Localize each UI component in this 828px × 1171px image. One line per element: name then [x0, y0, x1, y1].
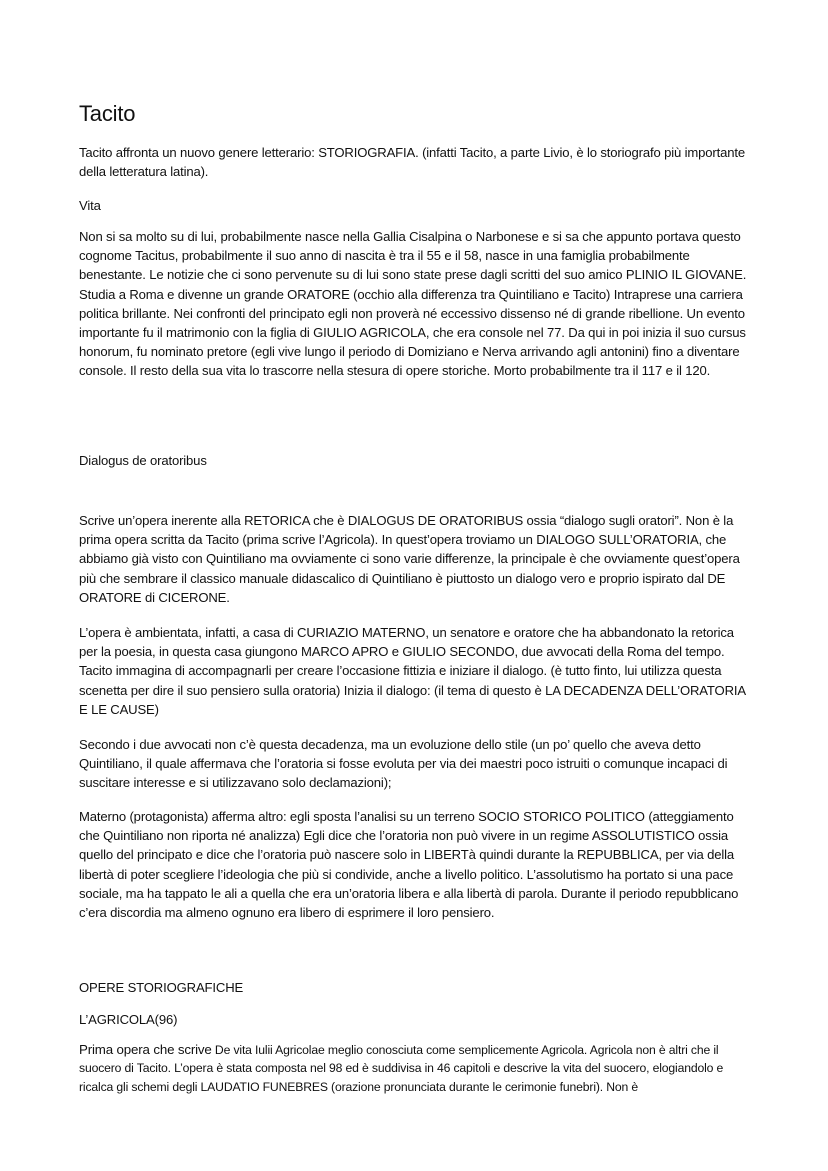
- dialogus-paragraph-4: Materno (protagonista) afferma altro: egli sposta l’analisi su un terreno SOCIO STORICO POLITICO (atteggiamento che Quintiliano non riporta né analizza) Egli dice che l’oratoria non può vivere in un regime ASSOLUTISTICO ossia quello del principato e dice che l’oratoria può nascere solo in LIBERTà quindi durante la REPUBBLICA, per via della libertà di poter scegliere l’ideologia che più si condivide, anche a livello politico. L’assolutismo ha portato si una pace sociale, ma ha tappato le ali a quella che era un’oratoria libera e alla libertà di parola. Durante il periodo repubblicano c’era discordia ma almeno ognuno era libero di esprimere il loro pensiero.: [79, 809, 739, 921]
- dialogus-paragraph-1: Scrive un’opera inerente alla RETORICA che è DIALOGUS DE ORATORIBUS ossia “dialogo sugli oratori”. Non è la prima opera scritta da Tacito (prima scrive l’Agricola). In quest’opera troviamo un DIALOGO SULL’ORATORIA, che abbiamo già visto con Quintiliano ma ovviamente ci sono varie differenze, la principale è che ovviamente quest’opera più che sembrare il classico manuale didascalico di Quintiliano è piuttosto un dialogo vero e proprio ispirato dal DE ORATORE di CICERONE.: [79, 513, 740, 605]
- subheading-agricola: L’AGRICOLA(96): [79, 1012, 178, 1027]
- intro-paragraph: Tacito affronta un nuovo genere letterario: STORIOGRAFIA. (infatti Tacito, a parte Livio, è lo storiografo più importante della letteratura latina).: [79, 145, 745, 180]
- agricola-paragraph: [79, 1041, 751, 1096]
- section-heading-dialogus: Dialogus de oratoribus: [79, 453, 207, 468]
- dialogus-paragraph-3: Secondo i due avvocati non c’è questa decadenza, ma un evoluzione dello stile (un po’ quello che aveva detto Quintiliano, il quale affermava che l’oratoria si fosse evoluta per via dei maestri poco istruiti o comunque incapaci di suscitare interesse e si utilizzavano solo declamazioni);: [79, 737, 728, 791]
- agricola-paragraph-body: De vita Iulii Agricolae meglio conosciuta come semplicemente Agricola. Agricola non è altri che il suocero di Tacito. L’opera è stata composta nel 98 ed è suddivisa in 46 capitoli e descrive la vita del suocero, elogiandolo e ricalca gli schemi degli LAUDATIO FUNEBRES (orazione pronunciata durante le cerimonie funebri). Non è: [79, 1043, 724, 1094]
- agricola-paragraph-lead: Prima opera che scrive: [79, 1042, 212, 1057]
- vita-paragraph: Non si sa molto su di lui, probabilmente nasce nella Gallia Cisalpina o Narbonese e si sa che appunto portava questo cognome Tacitus, probabilmente il suo anno di nascita è tra il 55 e il 58, nasce in una famiglia probabilmente benestante. Le notizie che ci sono pervenute su di lui sono state prese dagli scritti del suo amico PLINIO IL GIOVANE. Studia a Roma e divenne un grande ORATORE (occhio alla differenza tra Quintiliano e Tacito) Intraprese una carriera politica brillante. Nei confronti del principato egli non proverà né eccessivo dissenso né di grande ribellione. Un evento importante fu il matrimonio con la figlia di GIULIO AGRICOLA, che era console nel 77. Da qui in poi inizia il suo cursus honorum, fu nominato pretore (egli vive lungo il periodo di Domiziano e Nerva arrivando agli antonini) fino a diventare console. Il resto della sua vita lo trascorre nella stesura di opere storiche. Morto probabilmente tra il 117 e il 120.: [79, 229, 747, 379]
- section-heading-opere-storiografiche: OPERE STORIOGRAFICHE: [79, 980, 244, 995]
- document-title: Tacito: [79, 101, 136, 126]
- dialogus-paragraph-2: L’opera è ambientata, infatti, a casa di CURIAZIO MATERNO, un senatore e oratore che ha abbandonato la retorica per la poesia, in questa casa giungono MARCO APRO e GIULIO SECONDO, due avvocati della Roma del tempo. Tacito immagina di accompagnarli per creare l’occasione fittizia e iniziare il dialogo. (è tutto finto, lui utilizza questa scenetta per dire il suo pensiero sulla oratoria) Inizia il dialogo: (il tema di questo è LA DECADENZA DELL’ORATORIA E LE CAUSE): [79, 625, 746, 717]
- section-heading-vita: Vita: [79, 198, 101, 213]
